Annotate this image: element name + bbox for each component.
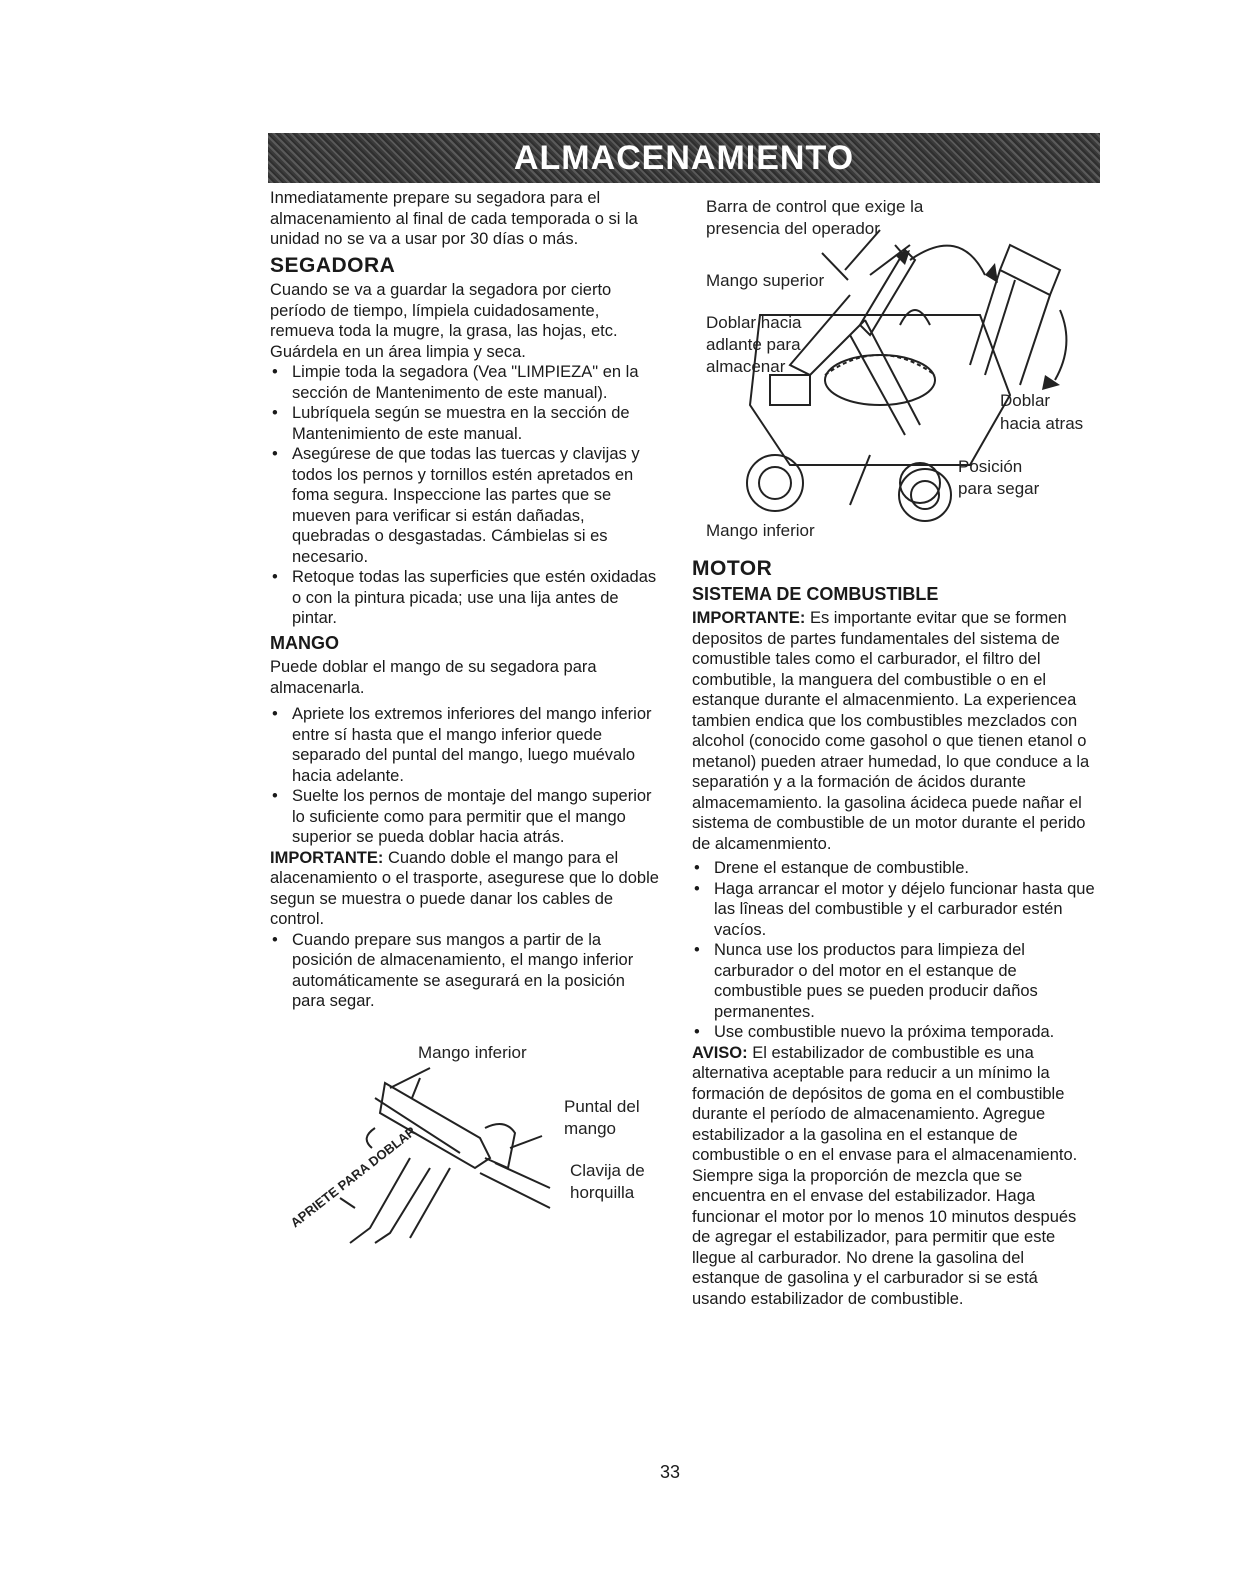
list-item: • Haga arrancar el motor y déjelo funcionar hasta que las lîneas del combustible y el carburador estén vacíos. [692, 879, 1096, 941]
aviso-text: El estabilizador de combustible es una alternativa aceptable para reducir a un mínimo la formación de depósitos de goma en el combustible durante el período de almacenamiento. Agregue estabilizador a la gasolina en el estanque de combustible o en el envase para el almacenamiento. Siempre siga la proporción de mezcla que se encuentra en el envase del estabilizador. Haga funcionar el motor por lo menos 10 minutos después de agregar el estabilizador, para permitir que este llegue al carburador. No drene la gasolina del estanque de gasolina y el carburador si se está usando estabilizador de combustible. [692, 1043, 1078, 1308]
handle-fold-text: APRIETE PARA DOBLAR [287, 1123, 419, 1231]
mower-illustration [730, 225, 1090, 525]
list-item: • Cuando prepare sus mangos a partir de la posición de almacenamiento, el mango inferior automáticamente se asegurará en la posición para segar. [270, 930, 662, 1012]
combustible-heading: SISTEMA DE COMBUSTIBLE [692, 583, 939, 604]
list-item: • Lubríquela según se muestra en la sección de Mantenimiento de este manual. [270, 403, 662, 444]
list-item: • Suelte los pernos de montaje del mango superior lo suficiente como para permitir que el mango superior se pueda doblar hacia atrás. [270, 786, 662, 848]
segadora-list [270, 362, 662, 629]
mango-heading: MANGO [270, 632, 339, 653]
list-item: • Nunca use los productos para limpieza del carburador o del motor en el estanque de combustible pues se pueden producir daños permanentes. [692, 940, 1096, 1022]
fig-label-barra-1: Barra de control que exige la [706, 197, 924, 216]
intro-paragraph: Inmediatamente prepare su segadora para el almacenamiento al final de cada temporada o si la unidad no se va a usar por 30 días o más. [270, 189, 638, 248]
important-text: Cuando doble el mango para el alacenamiento o el trasporte, asegurese que lo doble segun se muestra o puede danar los cables de control. [270, 848, 659, 928]
fig-label-mango: mango [564, 1119, 616, 1138]
motor-list [692, 858, 1096, 1043]
fig-label-almacenar: almacenar [706, 357, 786, 376]
fig-label-mango-inferior: Mango inferior [418, 1043, 527, 1062]
page-title: ALMACENAMIENTO [513, 138, 855, 177]
mango-list [270, 704, 662, 848]
motor-important [692, 608, 1096, 854]
page-number: 33 [660, 1462, 681, 1482]
list-item: • Apriete los extremos inferiores del mango inferior entre sí hasta que el mango inferior quede separado del puntal del mango, luego muévalo hacia adelante. [270, 704, 662, 786]
mango-important [270, 848, 662, 930]
list-item: • Retoque todas las superficies que estén oxidadas o con la pintura picada; use una lija antes de pintar. [270, 567, 662, 629]
aviso-label: AVISO: [692, 1043, 748, 1062]
fig-label-mango-superior: Mango superior [706, 271, 825, 290]
segadora-paragraph: Cuando se va a guardar la segadora por cierto período de tiempo, límpiela cuidadosamente, remueva toda la mugre, la grasa, las hojas, etc. Guárdela en un área limpia y seca. [270, 281, 618, 361]
fig-label-doblar: Doblar [1000, 391, 1051, 410]
mango-list-2 [270, 930, 662, 1012]
fig-label-barra-2: presencia del operador [706, 219, 880, 238]
motor-heading: MOTOR [692, 557, 773, 580]
fig-label-para-segar: para segar [958, 479, 1040, 498]
mango-paragraph: Puede doblar el mango de su segadora para almacenarla. [270, 658, 597, 697]
list-item: • Drene el estanque de combustible. [692, 858, 1096, 879]
fig-label-horquilla: horquilla [570, 1183, 635, 1202]
fig-label-hacia-atras: hacia atras [1000, 414, 1084, 433]
list-item: • Use combustible nuevo la próxima temporada. [692, 1022, 1096, 1043]
segadora-heading: SEGADORA [270, 253, 396, 277]
handle-fold-illustration [280, 1058, 570, 1258]
important-label: IMPORTANTE: [692, 609, 806, 627]
list-item: • Asegúrese de que todas las tuercas y clavijas y todos los pernos y tornillos estén apretados en foma segura. Inspeccione las partes que se mueven para verificar si están dañadas, quebradas o desgastadas. Cámbielas si es necesario. [270, 444, 662, 567]
right-column [692, 553, 1096, 1309]
left-column [270, 188, 662, 1012]
fig-label-adlante-para: adlante para [706, 335, 801, 354]
important-text: Es importante evitar que se formen depositos de partes fundamentales del sistema de comustible tales como el carburador, el filtro del combutible, la manguera del combustible o en el estanque durante el almacenmiento. La experiencea tambien endica que los combustibles mezclados con alcohol (conocido come gasohol o que tienen etanol o metanol) pueden atraer humedad, lo que conduce a la separatión y a la formación de ácidos durante almacemamiento. la gasolina ácideca puede nañar el sistema de combustible de un motor durante el perido de alcamenmiento. [692, 609, 1090, 853]
fig-label-puntal-del: Puntal del [564, 1097, 640, 1116]
aviso-paragraph [692, 1043, 1096, 1310]
important-label: IMPORTANTE: [270, 848, 384, 867]
fig-label-mango-inferior-mower: Mango inferior [706, 521, 815, 540]
fig-label-clavija-de: Clavija de [570, 1161, 645, 1180]
title-banner [268, 133, 1100, 183]
list-item: • Limpie toda la segadora (Vea "LIMPIEZA" en la sección de Mantenimento de este manual). [270, 362, 662, 403]
fig-label-doblar-hacia: Doblar hacia [706, 313, 802, 332]
fig-label-posicion: Posición [958, 457, 1023, 476]
